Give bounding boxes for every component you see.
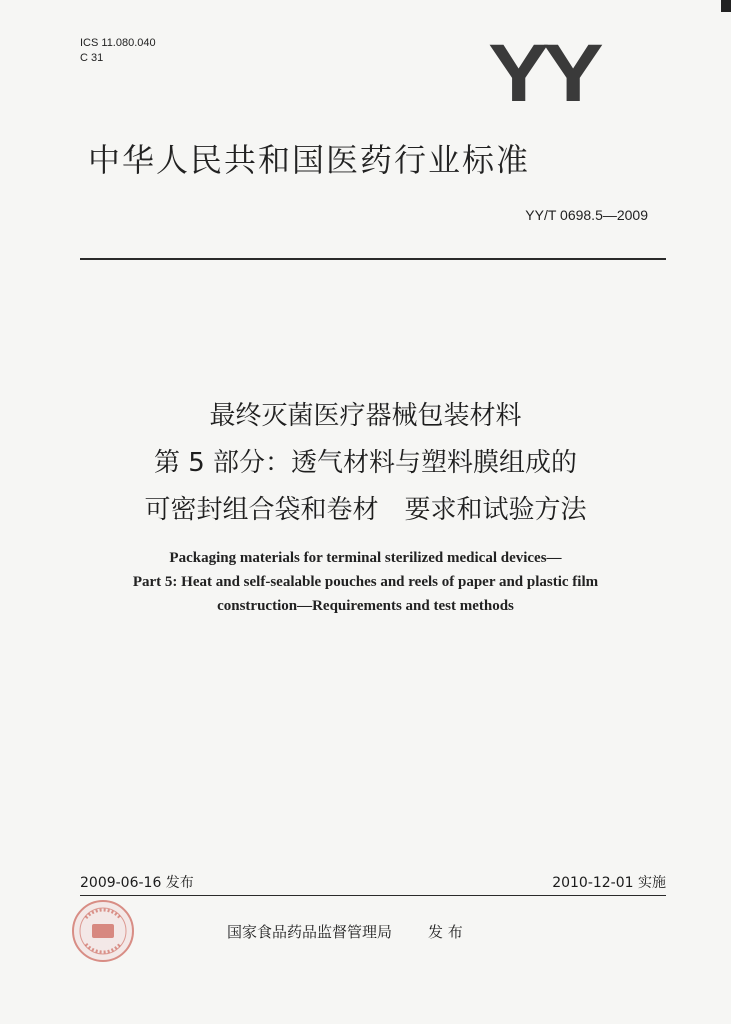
title-english: [0, 546, 731, 618]
title-en-line: construction—Requirements and test methods: [217, 598, 514, 614]
issuer-line: [227, 921, 463, 942]
title-chinese: [0, 393, 731, 534]
issue-date: 2009-06-16 发布: [80, 875, 194, 891]
title-en-line: Packaging materials for terminal sterilized medical devices—: [169, 550, 562, 566]
title-en-line: Part 5: Heat and self-sealable pouches and reels of paper and plastic film: [132, 574, 599, 590]
ics-code: ICS 11.080.040: [80, 37, 156, 49]
title-cn-line: 可密封组合袋和卷材 要求和试验方法: [144, 495, 587, 525]
brand-mark: YY: [488, 28, 598, 119]
implementation-date: 2010-12-01 实施: [552, 875, 666, 891]
classification-codes: [80, 36, 156, 66]
standard-number: YY/T 0698.5—2009: [525, 207, 648, 223]
issue-word: 发 布: [428, 923, 463, 941]
official-seal-icon: [70, 898, 136, 964]
footer-divider: [80, 895, 666, 896]
corner-mark: [721, 0, 731, 12]
title-cn-line: 第 5 部分：透气材料与塑料膜组成的: [153, 448, 578, 478]
issuer-name: 国家食品药品监督管理局: [227, 923, 393, 941]
header-divider: [80, 258, 666, 260]
ccs-code: C 31: [80, 52, 104, 64]
standard-category-title: 中华人民共和国医药行业标准: [88, 141, 531, 179]
title-cn-line: 最终灭菌医疗器械包装材料: [209, 401, 522, 431]
